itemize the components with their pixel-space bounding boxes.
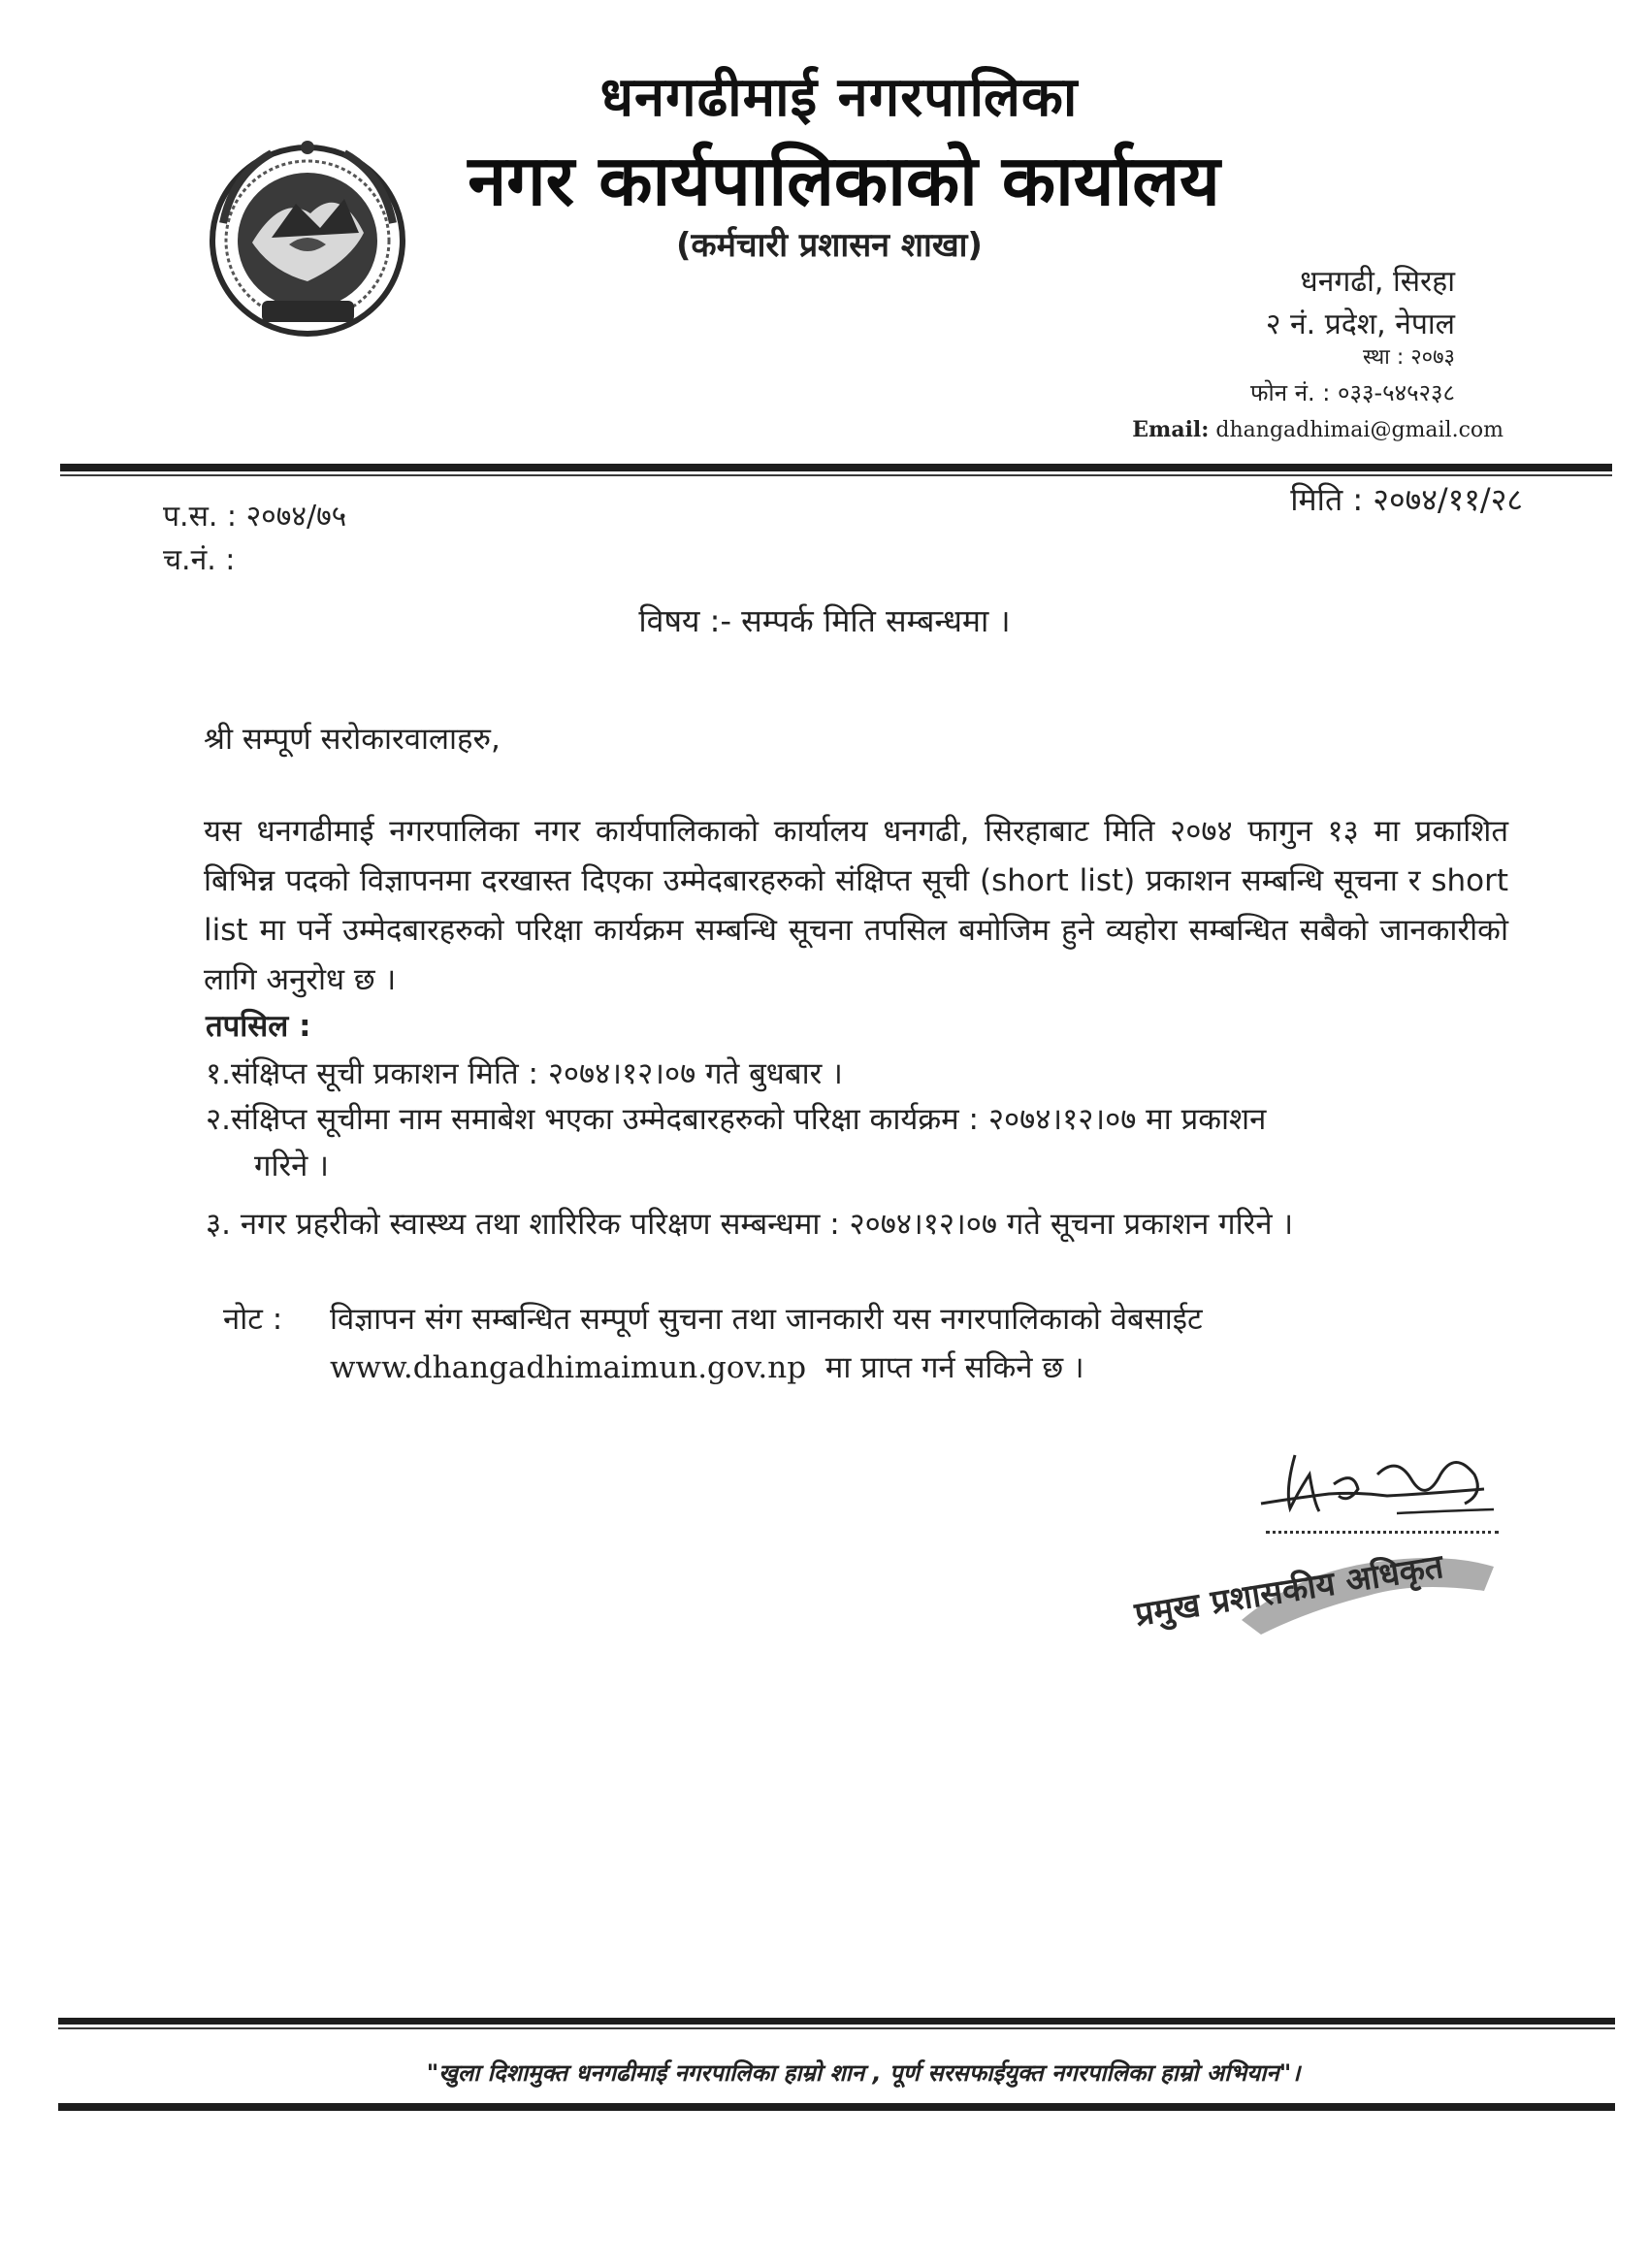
details-heading: तपसिल :: [206, 1009, 311, 1044]
address-province: २ नं. प्रदेश, नेपाल: [1265, 308, 1455, 341]
note-text: [330, 1295, 1513, 1392]
letter-date: मिति : २०७४/११/२८: [1290, 481, 1523, 518]
footer-divider-top: [58, 2018, 1615, 2025]
header-divider: [60, 464, 1612, 471]
letter-reference-number: प.स. : २०७४/७५: [163, 500, 347, 534]
body-paragraph: यस धनगढीमाई नगरपालिका नगर कार्यपालिकाको कार्यालय धनगढी, सिरहाबाट मिति २०७४ फागुन १३ मा प्रकाशित बिभिन्न पदको विज्ञापनमा दरखास्त दिएका उम्मेदबारहरुको संक्षिप्त सूची (short list) प्रकाशन सम्बन्धि सूचना र short list मा पर्ने उम्मेदबारहरुको परिक्षा कार्यक्रम सम्बन्धि सूचना तपसिल बमोजिम हुने व्यहोरा सम्बन्धित सबैको जानकारीको लागि अनुरोध छ ।: [204, 814, 1508, 997]
phone-number: फोन नं. : ०३३-५४५२३८: [1250, 379, 1455, 406]
signature-icon: [1242, 1436, 1513, 1542]
email-address[interactable]: dhangadhimai@gmail.com: [1215, 418, 1504, 442]
established-year: स्था : २०७३: [1362, 345, 1455, 370]
salutation: श्री सम्पूर्ण सरोकारवालाहरु,: [204, 722, 501, 757]
email-line: [1132, 417, 1504, 442]
detail-item-2-continuation: गरिने ।: [254, 1149, 329, 1183]
detail-item-2: [206, 1096, 1515, 1189]
dispatch-number: च.नं. :: [163, 543, 236, 577]
municipality-name: धनगढीमाई नगरपालिका: [599, 66, 1079, 129]
footer-divider-bottom: [58, 2103, 1615, 2111]
email-label: Email:: [1132, 417, 1210, 442]
section-name: (कर्मचारी प्रशासन शाखा): [676, 226, 983, 265]
detail-item-2-text: २.संक्षिप्त सूचीमा नाम समाबेश भएका उम्मेदबारहरुको परिक्षा कार्यक्रम : २०७४।१२।०७ मा प्रकाशन: [206, 1102, 1267, 1137]
header-divider-thin: [60, 474, 1612, 476]
note-end: मा प्राप्त गर्न सकिने छ ।: [824, 1350, 1084, 1385]
address-place: धनगढी, सिरहा: [1300, 265, 1455, 299]
office-name: नगर कार्यपालिकाको कार्यालय: [468, 140, 1220, 221]
footer-slogan: "खुला दिशामुक्त धनगढीमाई नगरपालिका हाम्रो शान , पूर्ण सरसफाईयुक्त नगरपालिका हाम्रो अभियान"।: [426, 2059, 1301, 2087]
website-link[interactable]: www.dhangadhimaimun.gov.np: [330, 1350, 807, 1385]
note-body: विज्ञापन संग सम्बन्धित सम्पूर्ण सुचना तथा जानकारी यस नगरपालिकाको वेबसाईट: [330, 1302, 1203, 1337]
signature-line: [1266, 1531, 1499, 1534]
letter-subject: विषय :- सम्पर्क मिति सम्बन्धमा ।: [638, 602, 1011, 639]
footer-divider-thin: [58, 2027, 1615, 2029]
detail-item-3: ३. नगर प्रहरीको स्वास्थ्य तथा शारिरिक परिक्षण सम्बन्धमा : २०७४।१२।०७ गते सूचना प्रकाशन गरिने ।: [206, 1207, 1294, 1242]
signer-title: प्रमुख प्रशासकीय अधिकृत: [1132, 1546, 1446, 1635]
note-label: नोट :: [223, 1302, 283, 1337]
detail-item-1: १.संक्षिप्त सूची प्रकाशन मिति : २०७४।१२।०७ गते बुधबार ।: [206, 1056, 843, 1091]
